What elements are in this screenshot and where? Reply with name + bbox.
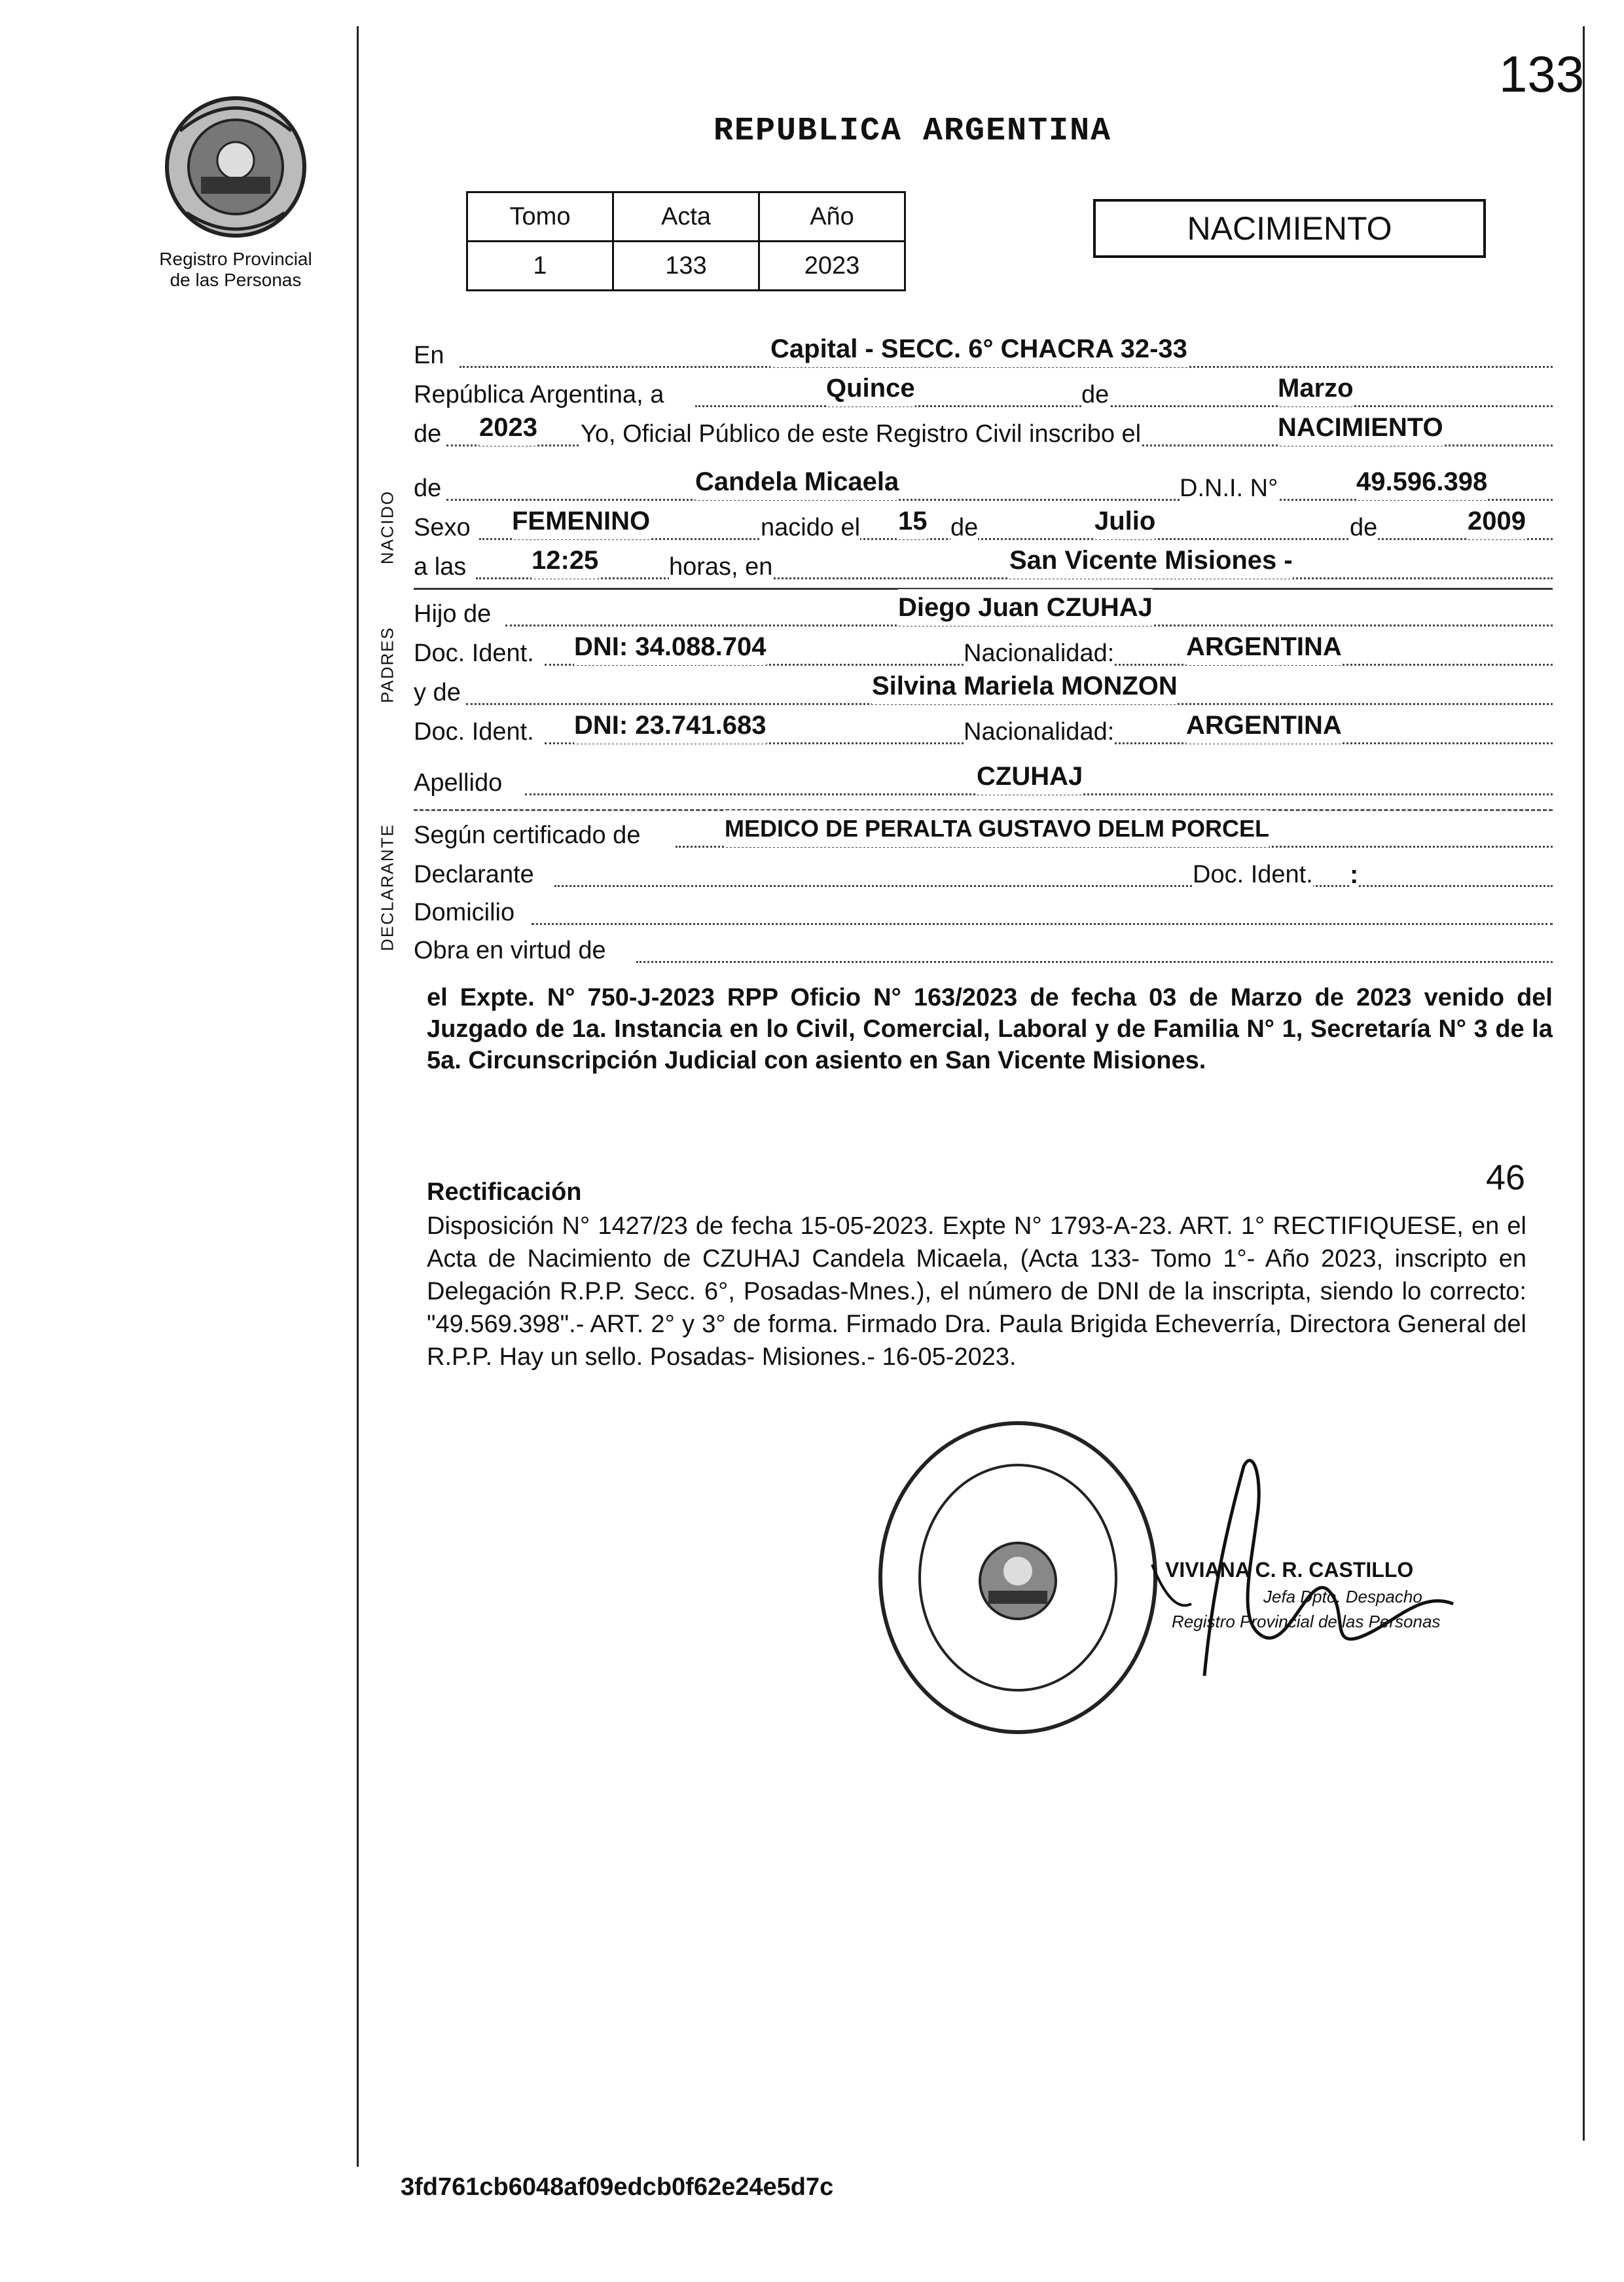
mes-value: Julio [1094, 503, 1155, 539]
dotted-fill [554, 885, 1553, 887]
row-padre [414, 593, 1553, 632]
padre-doc-value: DNI: 34.088.704 [574, 628, 767, 665]
row-declarante [414, 856, 1553, 893]
province-seal-icon [160, 92, 311, 242]
row-madre-doc [414, 711, 1553, 750]
yde-label: y de [414, 679, 461, 706]
province-logo [160, 92, 311, 242]
expediente-text: el Expte. N° 750-J-2023 RPP Oficio N° 163/2023 de fecha 03 de Marzo de 2023 venido del Juzgado de 1a. Instancia en lo Civil, Comercial, Laboral y de Familia N° 1, Secretaría N° 3 de la 5a. Circunscripción Judicial con asiento en San Vicente Misiones. [427, 984, 1553, 1074]
alas-label: a las [414, 553, 467, 581]
page-number: 133 [1499, 45, 1585, 103]
day-value: Quince [826, 370, 915, 407]
acto-value: NACIMIENTO [1278, 409, 1443, 446]
horas-label: horas, en [669, 549, 772, 585]
apellido-value: CZUHAJ [977, 758, 1083, 795]
page-title: REPUBLICA ARGENTINA [713, 113, 1112, 150]
acta-table [466, 191, 906, 291]
dotted-fill [636, 961, 1553, 963]
padre-value: Diego Juan CZUHAJ [898, 589, 1153, 626]
madre-doc-label: Doc. Ident. [414, 718, 534, 746]
row-madre [414, 674, 1553, 711]
hora-value: 12:25 [532, 542, 598, 579]
dni-label: D.N.I. N° [1180, 470, 1278, 507]
row-hora [414, 546, 1553, 585]
lugar-value: San Vicente Misiones - [1009, 542, 1293, 579]
madre-doc-value: DNI: 23.741.683 [574, 707, 767, 744]
row-oficial [414, 413, 1553, 452]
cert-label: Según certificado de [414, 822, 641, 849]
declarante-side-label: DECLARANTE [377, 824, 397, 951]
doc-type-box: NACIMIENTO [1093, 199, 1486, 258]
rectificacion-number: 46 [1486, 1158, 1526, 1197]
sexo-label: Sexo [414, 514, 471, 541]
row-domicilio [414, 894, 1553, 931]
signature-title: Jefa Dpto. Despacho [1263, 1587, 1422, 1606]
row-apellido [414, 762, 1553, 801]
padre-nac-label: Nacionalidad: [964, 635, 1114, 672]
row-sexo [414, 509, 1553, 546]
row-en [414, 337, 1553, 374]
anio-nacimiento-value: 2009 [1468, 503, 1526, 539]
madre-nac-label: Nacionalidad: [964, 714, 1114, 750]
month-value: Marzo [1278, 370, 1354, 407]
en-value: Capital - SECC. 6° CHACRA 32-33 [770, 331, 1187, 367]
cert-value: MEDICO DE PERALTA GUSTAVO DELM PORCEL [725, 810, 1269, 847]
row-republica [414, 376, 1553, 413]
logo-caption-2: de las Personas [170, 270, 302, 290]
logo-caption-1: Registro Provincial [159, 249, 312, 269]
declarante-doc-value: : [1350, 856, 1358, 893]
oficial-label: Yo, Oficial Público de este Registro Civil inscribo el [581, 416, 1141, 452]
padres-side-label: PADRES [377, 626, 397, 703]
de-label: de [1081, 376, 1109, 413]
nombre-value: Candela Micaela [695, 463, 899, 500]
rectificacion-text: Disposición N° 1427/23 de fecha 15-05-2023. Expte N° 1793-A-23. ART. 1° RECTIFIQUESE, en el Acta de Nacimiento de CZUHAJ Candela Micaela, (Acta 133- Tomo 1°- Año 2023, inscripto en Delegación R.P.P. Secc. 6°, Posadas-Mnes.), el número de DNI de la inscripta, siendo lo correcto: "49.569.398".- ART. 2° y 3° de forma. Firmado Dra. Paula Brigida Echeverría, Directora General del R.P.P. Hay un sello. Posadas- Misiones.- 16-05-2023. [427, 1212, 1526, 1371]
row-obra [414, 932, 1553, 969]
year-value: 2023 [479, 409, 537, 446]
apellido-label: Apellido [414, 769, 503, 797]
dotted-fill [695, 405, 1553, 407]
de2-label: de [414, 420, 442, 448]
padre-doc-label: Doc. Ident. [414, 640, 534, 667]
declarante-label: Declarante [414, 861, 534, 888]
signature-org: Registro Provincial de las Personas [1172, 1612, 1441, 1631]
declarante-doc-label: Doc. Ident. [1193, 856, 1313, 893]
tomo-value: 1 [467, 242, 613, 291]
acta-value: 133 [613, 242, 759, 291]
obra-label: Obra en virtud de [414, 937, 606, 964]
nacido-side-label: NACIDO [377, 490, 397, 565]
domicilio-label: Domicilio [414, 899, 515, 926]
de-label-3: de [1350, 509, 1377, 546]
acta-header: Acta [613, 192, 759, 242]
row-padre-doc [414, 632, 1553, 672]
anio-value: 2023 [759, 242, 905, 291]
padre-nac-value: ARGENTINA [1186, 628, 1342, 665]
anio-header: Año [759, 192, 905, 242]
de-label-2: de [950, 509, 978, 546]
hijo-label: Hijo de [414, 600, 492, 628]
document-hash: 3fd761cb6048af09edcb0f62e24e5d7c [401, 2173, 834, 2201]
row-certificado [414, 817, 1553, 854]
right-margin-line [1583, 26, 1585, 2141]
republica-label: República Argentina, a [414, 381, 664, 408]
tomo-header: Tomo [467, 192, 613, 242]
en-label: En [414, 342, 444, 369]
rectificacion-title: Rectificación [427, 1178, 582, 1206]
madre-nac-value: ARGENTINA [1186, 707, 1342, 744]
sexo-value: FEMENINO [512, 503, 650, 539]
nacido-label: nacido el [761, 509, 860, 546]
signature-name: VIVIANA C. R. CASTILLO [1165, 1558, 1414, 1582]
left-margin-line [357, 26, 359, 2167]
dni-value: 49.596.398 [1356, 463, 1487, 500]
row-nombre [414, 467, 1553, 507]
dotted-fill [532, 923, 1553, 925]
dia-value: 15 [898, 503, 928, 539]
nacido-de-label: de [414, 475, 442, 502]
madre-value: Silvina Mariela MONZON [872, 668, 1178, 704]
